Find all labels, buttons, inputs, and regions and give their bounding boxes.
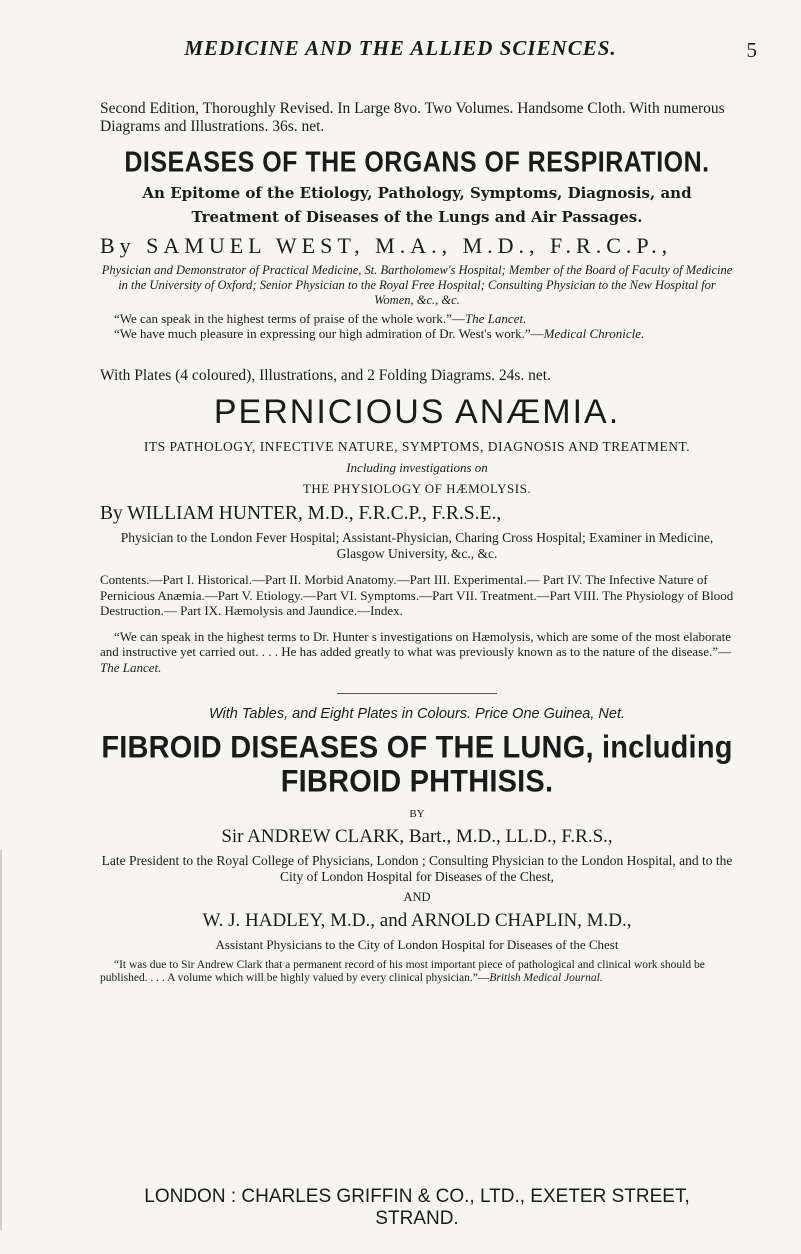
book-listing-anaemia	[100, 367, 734, 675]
co-authors-positions: Assistant Physicians to the City of London Hospital for Diseases of the Chest	[215, 937, 619, 952]
author-positions: Physician to the London Fever Hospital; Assistant-Physician, Charing Cross Hospital; Examiner in Medicine, Glasgow University, &c., &c.	[120, 530, 714, 561]
review-quote	[100, 311, 734, 326]
book-subtitle: An Epitome of the Etiology, Pathology, Symptoms, Diagnosis, and Treatment of Diseases of the Lungs and Air Passages.	[142, 184, 692, 226]
author-positions: Late President to the Royal College of Physicians, London ; Consulting Physician to the London Hospital, and to the City of London Hospital for Diseases of the Chest,	[101, 853, 733, 884]
book-listing-fibroid	[100, 706, 734, 985]
quote-source: Medical Chronicle.	[543, 326, 645, 341]
page-number: 5	[746, 38, 757, 62]
publisher-imprint: LONDON : CHARLES GRIFFIN & CO., LTD., EXETER STREET, STRAND.	[144, 1186, 690, 1229]
quote-text: “We can speak in the highest terms to Dr. Hunter s investigations on Hæmolysis, which are some of the most elaborate and instructive yet carried out. . . . He has added greatly to what was previously known as to the nature of the disease.”—	[100, 628, 732, 659]
plates-line: With Plates (4 coloured), Illustrations, and 2 Folding Diagrams. 24s. net.	[100, 367, 551, 384]
quote-source: The Lancet.	[100, 659, 162, 675]
author-line: By WILLIAM HUNTER, M.D., F.R.C.P., F.R.S.E.,	[100, 503, 502, 524]
contents-list: Contents.—Part I. Historical.—Part II. Morbid Anatomy.—Part III. Experimental.— Part IV. The Infective Nature of Pernicious Anæmia.—Part V. Etiology.—Part VI. Symptoms.—Part VII. Treatment.—Part VIII. The Physiology of Blood Destruction.— Part IX. Hæmolysis and Jaundice.—Index.	[100, 572, 734, 618]
book-listing-respiration	[100, 100, 734, 341]
physiology-line: THE PHYSIOLOGY OF HÆMOLYSIS.	[302, 481, 532, 496]
by-line: BY	[409, 808, 425, 820]
including-line: Including investigations on	[346, 460, 488, 475]
book-title: DISEASES OF THE ORGANS OF RESPIRATION.	[124, 146, 710, 179]
quote-source: The Lancet.	[464, 311, 527, 326]
book-subtitle: ITS PATHOLOGY, INFECTIVE NATURE, SYMPTOMS, DIAGNOSIS AND TREATMENT.	[143, 439, 691, 454]
book-title: PERNICIOUS ANÆMIA.	[213, 393, 621, 431]
author-credentials: Physician and Demonstrator of Practical Medicine, St. Bartholomew's Hospital; Member of the Board of Faculty of Medicine in the University of Oxford; Senior Physician to the Royal Free Hospital; Consulting Physician to the New Hospital for Women, &c., &c.	[101, 263, 733, 307]
book-title-line2: FIBROID PHTHISIS.	[280, 764, 554, 800]
page-edge-shadow	[0, 850, 2, 1230]
section-divider	[337, 693, 497, 694]
tables-line: With Tables, and Eight Plates in Colours. Price One Guinea, Net.	[208, 706, 626, 722]
quote-text: “It was due to Sir Andrew Clark that a permanent record of his most important piece of pathological and clinical work should be published. . . . A volume which will be highly valued by every clinical physician.”—	[100, 959, 705, 984]
co-authors-line: W. J. HADLEY, M.D., and ARNOLD CHAPLIN, M.D.,	[202, 910, 632, 931]
quote-text: “We have much pleasure in expressing our high admiration of Dr. West's work.”—	[114, 326, 544, 341]
review-quote	[100, 629, 734, 676]
book-title-line1: FIBROID DISEASES OF THE LUNG, including	[101, 730, 733, 766]
page-content	[100, 100, 734, 985]
review-quote	[100, 959, 734, 985]
review-quote	[100, 326, 734, 341]
quote-source: British Medical Journal.	[489, 972, 603, 984]
edition-line: Second Edition, Thoroughly Revised. In Large 8vo. Two Volumes. Handsome Cloth. With numerous Diagrams and Illustrations. 36s. net.	[100, 100, 725, 135]
running-head: MEDICINE AND THE ALLIED SCIENCES.	[184, 36, 617, 60]
author-line: Sir ANDREW CLARK, Bart., M.D., LL.D., F.R.S.,	[221, 826, 613, 847]
author-line: By SAMUEL WEST, M.A., M.D., F.R.C.P.,	[100, 233, 673, 258]
and-line: AND	[403, 890, 431, 904]
quote-text: “We can speak in the highest terms of praise of the whole work.”—	[114, 311, 465, 326]
